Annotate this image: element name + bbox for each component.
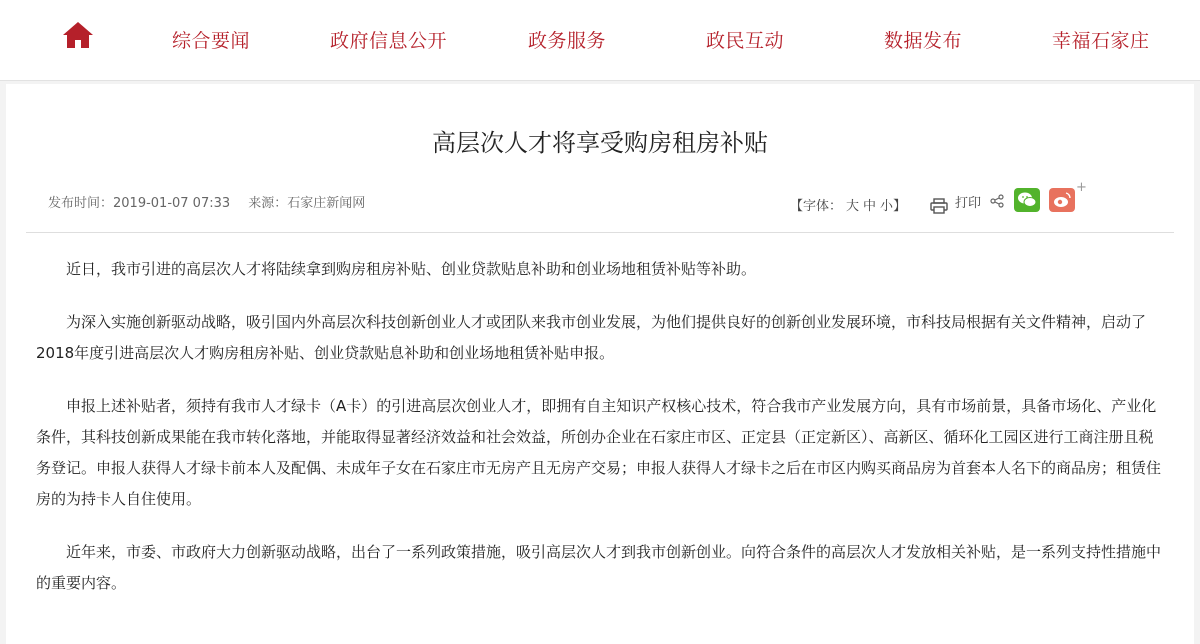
weibo-icon[interactable] xyxy=(1049,188,1075,212)
article-meta xyxy=(48,192,379,211)
publish-time: 发布时间：2019-01-07 07:33 xyxy=(48,196,231,211)
article-body xyxy=(36,254,1168,621)
top-nav xyxy=(0,0,1200,81)
nav-item-data[interactable]: 数据发布 xyxy=(884,30,963,52)
font-size-prefix: 【字体： xyxy=(790,199,843,214)
wechat-icon[interactable] xyxy=(1014,188,1040,212)
nav-item-interaction[interactable]: 政民互动 xyxy=(706,30,785,52)
nav-item-services[interactable]: 政务服务 xyxy=(528,30,607,52)
header-divider xyxy=(26,232,1174,233)
font-size-medium[interactable]: 中 xyxy=(863,199,877,214)
nav-item-happy-sjz[interactable]: 幸福石家庄 xyxy=(1052,30,1150,52)
article-source: 来源：石家庄新闻网 xyxy=(248,196,366,211)
paragraph: 近年来，市委、市政府大力创新驱动战略，出台了一系列政策措施，吸引高层次人才到我市创新创业。向符合条件的高层次人才发放相关补贴，是一系列支持性措施中的重要内容。 xyxy=(36,543,1162,592)
share-icon[interactable] xyxy=(990,193,1004,207)
font-size-small[interactable]: 小 xyxy=(880,199,894,214)
print-icon[interactable] xyxy=(930,198,948,214)
font-size-large[interactable]: 大 xyxy=(846,199,860,214)
home-icon[interactable] xyxy=(62,20,94,50)
paragraph: 申报上述补贴者，须持有我市人才绿卡（A卡）的引进高层次创业人才，即拥有自主知识产权核心技术，符合我市产业发展方向，具有市场前景，具备市场化、产业化条件，其科技创新成果能在我市转化落地，并能取得显著经济效益和社会效益，所创办企业在石家庄市区、正定县（正定新区）、高新区、循环化工园区进行工商注册且税务登记。申报人获得人才绿卡前本人及配偶、未成年子女在石家庄市无房产且无房产交易；申报人获得人才绿卡之后在市区内购买商品房为首套本人名下的商品房；租赁住房的为持卡人自住使用。 xyxy=(36,397,1162,508)
paragraph: 近日，我市引进的高层次人才将陆续拿到购房租房补贴、创业贷款贴息补助和创业场地租赁补贴等补助。 xyxy=(66,260,757,278)
font-size-selector xyxy=(790,195,906,214)
font-size-suffix: 】 xyxy=(893,199,907,214)
plus-icon[interactable]: + xyxy=(1076,180,1087,195)
print-button[interactable]: 打印 xyxy=(955,196,982,211)
nav-item-news[interactable]: 综合要闻 xyxy=(172,30,251,52)
nav-item-gov-info[interactable]: 政府信息公开 xyxy=(330,30,448,52)
paragraph: 为深入实施创新驱动战略，吸引国内外高层次科技创新创业人才或团队来我市创业发展，为他们提供良好的创新创业发展环境，市科技局根据有关文件精神，启动了2018年度引进高层次人才购房租房补贴、创业贷款贴息补助和创业场地租赁补贴申报。 xyxy=(36,313,1147,362)
article-title: 高层次人才将享受购房租房补贴 xyxy=(432,129,768,157)
